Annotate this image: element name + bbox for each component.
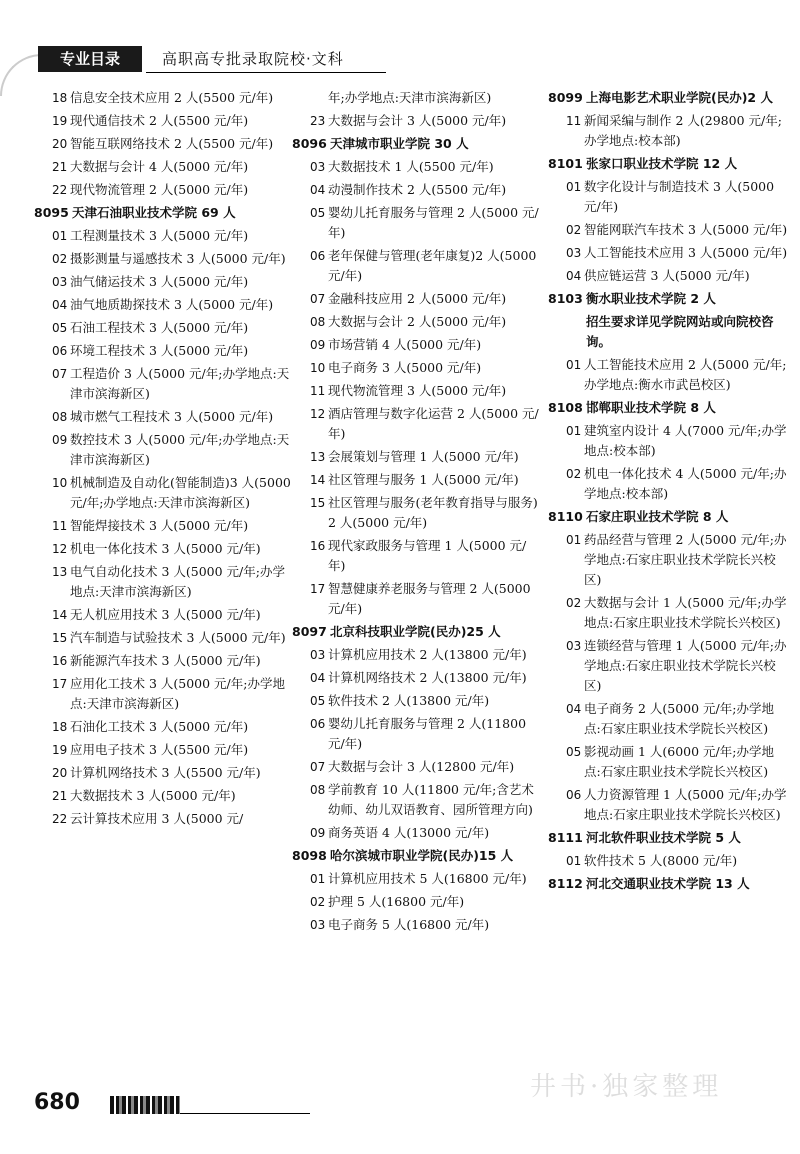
item-text: 大数据与会计 4 人(5000 元/年): [70, 159, 249, 174]
item-number: 04: [52, 298, 68, 312]
item-text: 商务英语 4 人(13000 元/年): [328, 825, 490, 840]
list-item: [34, 430, 294, 470]
list-item: [548, 111, 788, 151]
list-item: [34, 809, 294, 829]
item-number: 03: [52, 275, 68, 289]
item-number: 01: [566, 854, 582, 868]
list-item: [292, 404, 540, 444]
item-text: 连锁经营与管理 1 人(5000 元/年;办学地点:石家庄职业技术学院长兴校区): [584, 638, 787, 693]
item-number: 11: [52, 519, 68, 533]
list-item: [292, 823, 540, 843]
item-text: 大数据与会计 3 人(12800 元/年): [328, 759, 515, 774]
list-item: [548, 464, 788, 504]
list-item: [34, 516, 294, 536]
item-number: 15: [310, 496, 326, 510]
item-number: 13: [52, 565, 68, 579]
list-item: [34, 226, 294, 246]
item-number: 17: [52, 677, 68, 691]
school-code: 8095: [34, 205, 69, 220]
item-text: 信息安全技术应用 2 人(5500 元/年): [70, 90, 274, 105]
list-item: [292, 780, 540, 820]
item-text: 电子商务 2 人(5000 元/年;办学地点:石家庄职业技术学院长兴校区): [584, 701, 774, 736]
list-item: [34, 249, 294, 269]
item-text: 影视动画 1 人(6000 元/年;办学地点:石家庄职业技术学院长兴校区): [584, 744, 774, 779]
list-item: [34, 628, 294, 648]
list-item: [34, 364, 294, 404]
school-name: 天津石油职业技术学院 69 人: [72, 205, 236, 220]
item-text: 机电一体化技术 4 人(5000 元/年;办学地点:校本部): [584, 466, 787, 501]
list-item: [292, 289, 540, 309]
item-text: 智慧健康养老服务与管理 2 人(5000 元/年): [328, 581, 531, 616]
watermark-text: 井书·独家整理: [530, 1072, 723, 1102]
item-text: 人工智能技术应用 2 人(5000 元/年;办学地点:衡水市武邑校区): [584, 357, 787, 392]
item-text: 人工智能技术应用 3 人(5000 元/年): [584, 245, 788, 260]
school-heading: [34, 203, 294, 223]
list-item: [548, 220, 788, 240]
item-number: 05: [52, 321, 68, 335]
item-number: 06: [52, 344, 68, 358]
list-item: [34, 674, 294, 714]
list-item: [292, 246, 540, 286]
list-item: [292, 691, 540, 711]
item-text: 石油化工技术 3 人(5000 元/年): [70, 719, 249, 734]
item-text: 软件技术 5 人(8000 元/年): [584, 853, 738, 868]
page-number: 680: [34, 1090, 80, 1115]
list-item: [292, 869, 540, 889]
item-number: 14: [310, 473, 326, 487]
item-text: 石油工程技术 3 人(5000 元/年): [70, 320, 249, 335]
school-name: 河北软件职业技术学院 5 人: [586, 830, 741, 845]
item-number: 18: [52, 720, 68, 734]
list-item: [548, 355, 788, 395]
item-number: 09: [310, 826, 326, 840]
school-name: 河北交通职业技术学院 13 人: [586, 876, 750, 891]
item-text: 应用电子技术 3 人(5500 元/年): [70, 742, 249, 757]
item-number: 03: [310, 160, 326, 174]
item-number: 09: [310, 338, 326, 352]
school-code: 8099: [548, 90, 583, 105]
school-name: 哈尔滨城市职业学院(民办)15 人: [330, 848, 514, 863]
item-number: 07: [52, 367, 68, 381]
item-number: 12: [52, 542, 68, 556]
item-text: 智能焊接技术 3 人(5000 元/年): [70, 518, 249, 533]
item-number: 01: [310, 872, 326, 886]
list-item: [34, 180, 294, 200]
item-text: 护理 5 人(16800 元/年): [328, 894, 465, 909]
list-item: [292, 668, 540, 688]
item-number: 11: [566, 114, 582, 128]
item-number: 03: [310, 918, 326, 932]
item-number: 11: [310, 384, 326, 398]
item-text: 工程造价 3 人(5000 元/年;办学地点:天津市滨海新区): [70, 366, 290, 401]
list-item: [292, 157, 540, 177]
item-text: 供应链运营 3 人(5000 元/年): [584, 268, 750, 283]
item-number: 04: [310, 671, 326, 685]
school-heading: [292, 134, 540, 154]
item-number: 03: [310, 648, 326, 662]
item-text: 机械制造及自动化(智能制造)3 人(5000 元/年;办学地点:天津市滨海新区): [70, 475, 291, 510]
item-number: 05: [310, 206, 326, 220]
footer-rule: [180, 1113, 310, 1114]
list-item: [292, 203, 540, 243]
list-item: [34, 605, 294, 625]
item-text: 新闻采编与制作 2 人(29800 元/年;办学地点:校本部): [584, 113, 782, 148]
school-name: 北京科技职业学院(民办)25 人: [330, 624, 501, 639]
item-text: 老年保健与管理(老年康复)2 人(5000 元/年): [328, 248, 537, 283]
school-name: 天津城市职业学院 30 人: [330, 136, 469, 151]
list-item: [548, 851, 788, 871]
item-number: 04: [310, 183, 326, 197]
list-item: [34, 651, 294, 671]
item-text: 油气地质勘探技术 3 人(5000 元/年): [70, 297, 274, 312]
item-text: 现代家政服务与管理 1 人(5000 元/年): [328, 538, 527, 573]
list-item: [34, 295, 294, 315]
list-item: [292, 111, 540, 131]
item-text: 计算机应用技术 5 人(16800 元/年): [328, 871, 527, 886]
list-item: [292, 493, 540, 533]
school-name: 张家口职业技术学院 12 人: [586, 156, 738, 171]
item-text: 动漫制作技术 2 人(5500 元/年): [328, 182, 507, 197]
list-item: [34, 134, 294, 154]
item-number: 08: [310, 783, 326, 797]
item-number: 18: [52, 91, 68, 105]
school-code: 8098: [292, 848, 327, 863]
list-item: [34, 562, 294, 602]
item-text: 社区管理与服务 1 人(5000 元/年): [328, 472, 519, 487]
item-number: 01: [566, 358, 582, 372]
list-item: [34, 88, 294, 108]
item-text: 新能源汽车技术 3 人(5000 元/年): [70, 653, 261, 668]
item-text: 汽车制造与试验技术 3 人(5000 元/年): [70, 630, 286, 645]
item-number: 20: [52, 766, 68, 780]
list-item: [34, 740, 294, 760]
item-text: 年;办学地点:天津市滨海新区): [328, 90, 492, 105]
list-item: [292, 88, 540, 108]
item-text: 大数据技术 3 人(5000 元/年): [70, 788, 236, 803]
list-item: [292, 757, 540, 777]
item-number: 01: [566, 180, 582, 194]
item-text: 云计算技术应用 3 人(5000 元/: [70, 811, 244, 826]
item-text: 婴幼儿托育服务与管理 2 人(5000 元/年): [328, 205, 539, 240]
decorative-bars: [110, 1096, 180, 1114]
item-number: 04: [566, 269, 582, 283]
list-item: [292, 335, 540, 355]
school-code: 8103: [548, 291, 583, 306]
list-item: [548, 530, 788, 590]
school-heading: [548, 828, 788, 848]
list-item: [292, 180, 540, 200]
list-item: [548, 742, 788, 782]
list-item: [34, 157, 294, 177]
item-text: 应用化工技术 3 人(5000 元/年;办学地点:天津市滨海新区): [70, 676, 285, 711]
list-item: [548, 636, 788, 696]
item-number: 19: [52, 743, 68, 757]
item-text: 金融科技应用 2 人(5000 元/年): [328, 291, 507, 306]
item-text: 智能互联网络技术 2 人(5500 元/年): [70, 136, 274, 151]
item-number: 23: [310, 114, 326, 128]
item-number: 14: [52, 608, 68, 622]
school-heading: [548, 154, 788, 174]
list-item: [292, 381, 540, 401]
item-text: 药品经营与管理 2 人(5000 元/年;办学地点:石家庄职业技术学院长兴校区): [584, 532, 787, 587]
item-text: 电气自动化技术 3 人(5000 元/年;办学地点:天津市滨海新区): [70, 564, 285, 599]
item-text: 数字化设计与制造技术 3 人(5000 元/年): [584, 179, 775, 214]
list-item: [548, 177, 788, 217]
item-text: 城市燃气工程技术 3 人(5000 元/年): [70, 409, 274, 424]
item-number: 03: [566, 639, 582, 653]
item-text: 智能网联汽车技术 3 人(5000 元/年): [584, 222, 788, 237]
item-text: 计算机网络技术 3 人(5500 元/年): [70, 765, 261, 780]
list-item: [34, 786, 294, 806]
item-number: 20: [52, 137, 68, 151]
item-number: 12: [310, 407, 326, 421]
item-text: 市场营销 4 人(5000 元/年): [328, 337, 482, 352]
list-item: [548, 421, 788, 461]
school-code: 8108: [548, 400, 583, 415]
item-number: 15: [52, 631, 68, 645]
item-text: 会展策划与管理 1 人(5000 元/年): [328, 449, 519, 464]
item-text: 大数据与会计 1 人(5000 元/年;办学地点:石家庄职业技术学院长兴校区): [584, 595, 787, 630]
item-text: 酒店管理与数字化运营 2 人(5000 元/年): [328, 406, 539, 441]
item-text: 电子商务 5 人(16800 元/年): [328, 917, 490, 932]
school-heading: [292, 622, 540, 642]
page-title: 高职高专批录取院校·文科: [162, 50, 344, 68]
list-item: [34, 407, 294, 427]
list-item: [548, 266, 788, 286]
list-item: [34, 473, 294, 513]
item-text: 学前教育 10 人(11800 元/年;含艺术幼师、幼儿双语教育、园所管理方向): [328, 782, 534, 817]
item-number: 08: [52, 410, 68, 424]
item-number: 08: [310, 315, 326, 329]
item-number: 01: [566, 533, 582, 547]
item-number: 03: [566, 246, 582, 260]
item-text: 计算机应用技术 2 人(13800 元/年): [328, 647, 527, 662]
list-item: [292, 470, 540, 490]
section-tag: 专业目录: [38, 46, 142, 72]
item-text: 无人机应用技术 3 人(5000 元/年): [70, 607, 261, 622]
school-name: 石家庄职业技术学院 8 人: [586, 509, 729, 524]
item-text: 婴幼儿托育服务与管理 2 人(11800 元/年): [328, 716, 527, 751]
school-name: 衡水职业技术学院 2 人: [586, 291, 716, 306]
list-item: [292, 536, 540, 576]
item-number: 22: [52, 183, 68, 197]
list-item: [292, 447, 540, 467]
list-item: [292, 579, 540, 619]
header-rule: [146, 72, 386, 73]
column-2: [292, 88, 540, 938]
school-code: 8112: [548, 876, 583, 891]
item-number: 02: [310, 895, 326, 909]
school-code: 8111: [548, 830, 583, 845]
list-item: [548, 785, 788, 825]
school-code: 8096: [292, 136, 327, 151]
list-item: [34, 717, 294, 737]
item-text: 建筑室内设计 4 人(7000 元/年;办学地点:校本部): [584, 423, 787, 458]
item-number: 04: [566, 702, 582, 716]
item-number: 06: [310, 249, 326, 263]
item-number: 02: [566, 596, 582, 610]
item-number: 16: [310, 539, 326, 553]
item-number: 07: [310, 292, 326, 306]
item-text: 工程测量技术 3 人(5000 元/年): [70, 228, 249, 243]
item-number: 02: [566, 223, 582, 237]
item-text: 现代物流管理 3 人(5000 元/年): [328, 383, 507, 398]
item-number: 16: [52, 654, 68, 668]
item-number: 01: [566, 424, 582, 438]
column-1: [34, 88, 294, 832]
item-text: 现代物流管理 2 人(5000 元/年): [70, 182, 249, 197]
item-text: 计算机网络技术 2 人(13800 元/年): [328, 670, 527, 685]
item-text: 机电一体化技术 3 人(5000 元/年): [70, 541, 261, 556]
school-name: 上海电影艺术职业学院(民办)2 人: [586, 90, 773, 105]
item-number: 02: [52, 252, 68, 266]
item-text: 大数据技术 1 人(5500 元/年): [328, 159, 494, 174]
school-code: 8101: [548, 156, 583, 171]
school-heading: [548, 398, 788, 418]
list-item: [548, 699, 788, 739]
item-text: 环境工程技术 3 人(5000 元/年): [70, 343, 249, 358]
list-item: [34, 111, 294, 131]
page-header: [0, 38, 800, 74]
list-item: [292, 714, 540, 754]
item-number: 02: [566, 467, 582, 481]
list-item: [292, 358, 540, 378]
school-heading: [548, 874, 788, 894]
item-text: 电子商务 3 人(5000 元/年): [328, 360, 482, 375]
item-text: 数控技术 3 人(5000 元/年;办学地点:天津市滨海新区): [70, 432, 290, 467]
item-text: 摄影测量与遥感技术 3 人(5000 元/年): [70, 251, 286, 266]
item-text: 人力资源管理 1 人(5000 元/年;办学地点:石家庄职业技术学院长兴校区): [584, 787, 787, 822]
school-code: 8110: [548, 509, 583, 524]
school-heading: [548, 88, 788, 108]
item-text: 软件技术 2 人(13800 元/年): [328, 693, 490, 708]
list-item: [292, 645, 540, 665]
item-number: 13: [310, 450, 326, 464]
list-item: [34, 318, 294, 338]
item-number: 10: [52, 476, 68, 490]
item-number: 07: [310, 760, 326, 774]
item-number: 06: [566, 788, 582, 802]
list-item: [34, 539, 294, 559]
column-3: [548, 88, 788, 897]
item-text: 大数据与会计 3 人(5000 元/年): [328, 113, 507, 128]
item-text: 油气储运技术 3 人(5000 元/年): [70, 274, 249, 289]
item-number: 21: [52, 789, 68, 803]
item-number: 17: [310, 582, 326, 596]
item-number: 09: [52, 433, 68, 447]
item-number: 06: [310, 717, 326, 731]
list-item: [292, 312, 540, 332]
item-text: 现代通信技术 2 人(5500 元/年): [70, 113, 249, 128]
school-name: 邯郸职业技术学院 8 人: [586, 400, 716, 415]
item-number: 05: [566, 745, 582, 759]
item-text: 社区管理与服务(老年教育指导与服务)2 人(5000 元/年): [328, 495, 538, 530]
item-number: 10: [310, 361, 326, 375]
list-item: [292, 892, 540, 912]
list-item: [548, 243, 788, 263]
item-number: 22: [52, 812, 68, 826]
school-heading: [548, 289, 788, 309]
item-number: 01: [52, 229, 68, 243]
school-heading: [292, 846, 540, 866]
item-number: 19: [52, 114, 68, 128]
school-note: 招生要求详见学院网站或向院校咨询。: [586, 314, 774, 349]
list-item: [34, 763, 294, 783]
item-text: 大数据与会计 2 人(5000 元/年): [328, 314, 507, 329]
item-number: [292, 88, 328, 108]
list-item: [292, 915, 540, 935]
school-code: 8097: [292, 624, 327, 639]
list-item: [34, 272, 294, 292]
list-item: [34, 341, 294, 361]
item-number: 05: [310, 694, 326, 708]
school-heading: [548, 507, 788, 527]
item-number: 21: [52, 160, 68, 174]
list-item: [548, 593, 788, 633]
